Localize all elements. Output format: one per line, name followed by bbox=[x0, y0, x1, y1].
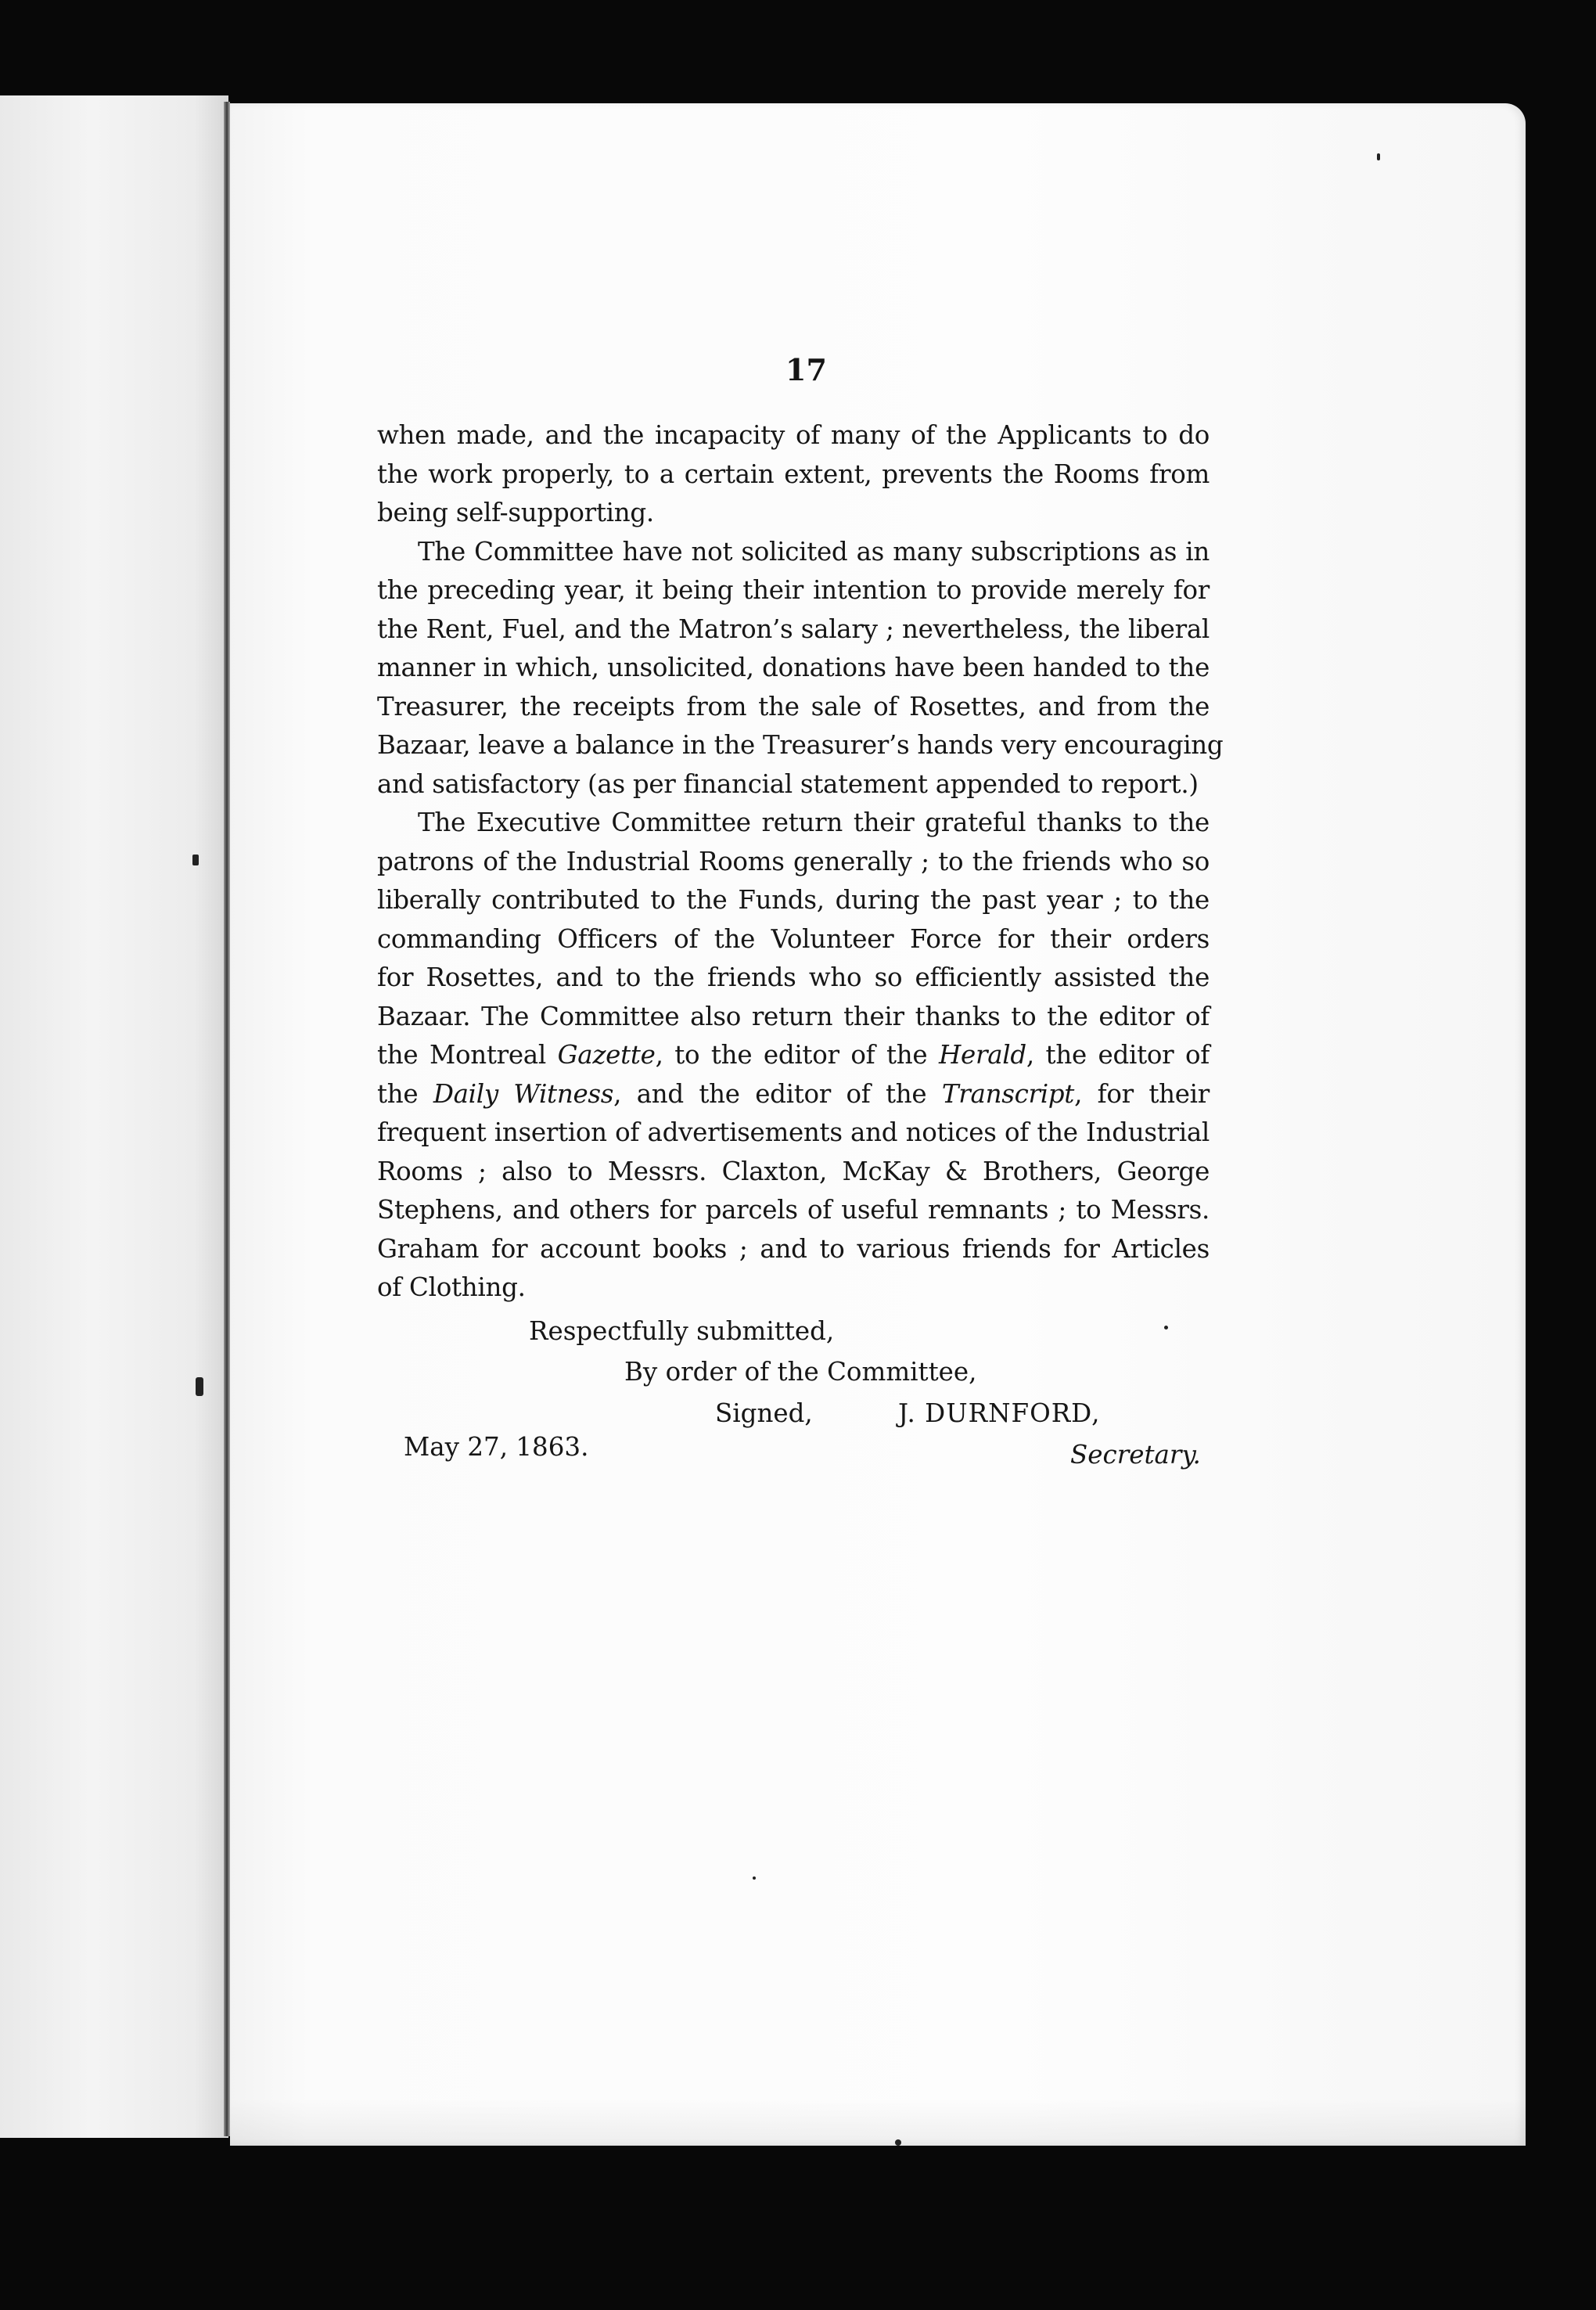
newspaper-title-gazette: Gazette bbox=[557, 1040, 656, 1070]
facing-page-edge bbox=[0, 95, 228, 2138]
text-line: manner in which, unsolicited, donations have been handed to the bbox=[377, 653, 1210, 682]
text-line: Rooms ; also to Messrs. Claxton, McKay & Brothers, George bbox=[377, 1156, 1210, 1186]
closing-respectfully: Respectfully submitted, bbox=[529, 1316, 835, 1346]
text-run: the bbox=[377, 1078, 433, 1109]
text-line: the preceding year, it being their intention to provide merely for bbox=[377, 575, 1210, 605]
text-line: Treasurer, the receipts from the sale of Rosettes, and from the bbox=[377, 691, 1210, 721]
paragraph-2 bbox=[377, 533, 1224, 804]
paragraph-3 bbox=[377, 804, 1210, 1308]
newspaper-title-daily-witness: Daily Witness bbox=[433, 1078, 614, 1109]
book-gutter bbox=[224, 102, 230, 2136]
text-line: The Executive Committee return their grateful thanks to the bbox=[418, 808, 1210, 837]
text-line: being self-supporting. bbox=[377, 498, 654, 527]
scan-speck bbox=[1377, 153, 1380, 160]
scan-speck bbox=[1164, 1326, 1168, 1330]
newspaper-title-transcript: Transcript bbox=[941, 1078, 1075, 1109]
signatory-title: Secretary. bbox=[1070, 1440, 1201, 1470]
text-run: the Montreal bbox=[377, 1040, 558, 1070]
text-line: Bazaar. The Committee also return their thanks to the editor of bbox=[377, 1001, 1210, 1031]
text-line: patrons of the Industrial Rooms generally ; to the friends who so bbox=[377, 846, 1210, 876]
scan-speck bbox=[895, 2139, 901, 2146]
body-text bbox=[377, 416, 1224, 1308]
closing-signed: Signed, bbox=[715, 1398, 813, 1428]
text-line: for Rosettes, and to the friends who so efficiently assisted the bbox=[377, 962, 1210, 992]
scan-speck bbox=[753, 1876, 756, 1880]
signatory-name: J. DURNFORD, bbox=[898, 1398, 1101, 1428]
text-line: Bazaar, leave a balance in the Treasurer’s hands very encouraging bbox=[377, 730, 1224, 760]
text-run: , the editor of bbox=[1026, 1040, 1210, 1070]
text-line: when made, and the incapacity of many of the Applicants to do bbox=[377, 420, 1210, 450]
text-line bbox=[377, 1036, 1210, 1075]
text-line bbox=[377, 1075, 1210, 1114]
scan-speck bbox=[192, 855, 199, 865]
text-line: the work properly, to a certain extent, prevents the Rooms from bbox=[377, 459, 1210, 489]
text-line: of Clothing. bbox=[377, 1272, 526, 1302]
newspaper-title-herald: Herald bbox=[938, 1040, 1026, 1070]
text-line: commanding Officers of the Volunteer Force for their orders bbox=[377, 923, 1210, 954]
scan-speck bbox=[196, 1377, 203, 1396]
text-line: frequent insertion of advertisements and notices of the Industrial bbox=[377, 1117, 1210, 1147]
paragraph-1 bbox=[377, 416, 1210, 533]
text-line: and satisfactory (as per financial statement appended to report.) bbox=[377, 768, 1199, 799]
closing-by-order: By order of the Committee, bbox=[624, 1357, 977, 1387]
text-run: , for their bbox=[1074, 1078, 1210, 1109]
text-line: the Rent, Fuel, and the Matron’s salary ; nevertheless, the liberal bbox=[377, 613, 1210, 644]
document-date: May 27, 1863. bbox=[404, 1432, 589, 1462]
text-line: The Committee have not solicited as many subscriptions as in bbox=[418, 536, 1210, 567]
text-line: liberally contributed to the Funds, during the past year ; to the bbox=[377, 885, 1210, 915]
text-run: , and the editor of the bbox=[613, 1078, 942, 1109]
text-line: Stephens, and others for parcels of useful remnants ; to Messrs. bbox=[377, 1195, 1210, 1225]
page-shadow bbox=[230, 2099, 1526, 2146]
text-run: , to the editor of the bbox=[655, 1040, 939, 1070]
page-number: 17 bbox=[785, 352, 827, 387]
text-line: Graham for account books ; and to various friends for Articles bbox=[377, 1233, 1210, 1264]
